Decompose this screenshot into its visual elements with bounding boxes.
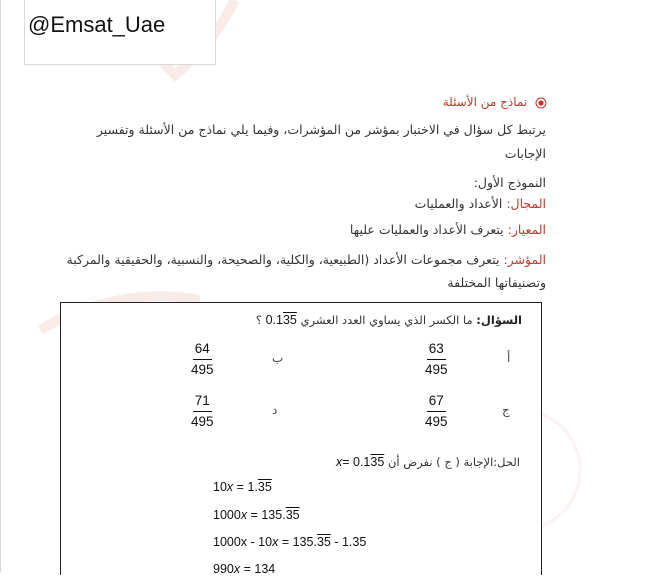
step-4: 990x = 134 (213, 562, 276, 576)
standard-value: يتعرف الأعداد والعمليات عليها (349, 222, 504, 237)
option-c-letter: ج (502, 403, 510, 417)
intro-paragraph: يرتبط كل سؤال في الاختبار بمؤشر من المؤشرات، وفيما يلي نماذج من الأسئلة وتفسير الإجابات (96, 122, 546, 161)
indicator-value: يتعرف مجموعات الأعداد (الطبيعية، والكلية، والصحيحة، والنسبية، والحقيقية والمركبة وتصنيفاتها المختلفة (66, 252, 546, 290)
option-d-denominator: 495 (191, 414, 214, 429)
option-d-fraction[interactable] (191, 393, 214, 430)
option-b-letter: ب (272, 351, 284, 365)
option-c-denominator: 495 (425, 414, 448, 429)
step-2: 1000x = 135.35 (213, 508, 300, 522)
domain-value: الأعداد والعمليات (414, 196, 503, 211)
option-a-fraction[interactable] (425, 341, 448, 378)
step-1: 10x = 1.35 (213, 480, 272, 494)
channel-handle: @Emsat_Uae (28, 12, 166, 37)
question-label: السؤال: (476, 313, 522, 327)
indicator-label: المؤشر: (503, 252, 546, 267)
target-icon (535, 97, 547, 109)
option-d-letter: د (272, 403, 278, 417)
model-title (66, 175, 546, 190)
option-b-denominator: 495 (191, 362, 214, 377)
question-box (60, 302, 542, 575)
indicator-line (66, 248, 546, 294)
page-edge (0, 0, 1, 572)
option-a-letter: أ (507, 351, 511, 365)
step-3: 1000x - 10x = 135.35 - 1.35 (213, 535, 367, 549)
option-b-numerator: 64 (193, 341, 212, 360)
option-b-fraction[interactable] (191, 341, 214, 378)
solution-label: الحل: (493, 455, 520, 469)
solution-equation: x= 0.135 (335, 455, 385, 469)
option-a-denominator: 495 (425, 362, 448, 377)
option-c-numerator: 67 (427, 393, 446, 412)
option-a-numerator: 63 (427, 341, 446, 360)
question-text: ما الكسر الذي يساوي العدد العشري (300, 313, 473, 327)
section-title-text: نماذج من الأسئلة (442, 95, 528, 109)
handle-box (24, 0, 216, 65)
solution-text: الإجابة ( ج ) نفرض أن (387, 455, 494, 469)
standard-label: المعيار: (507, 222, 546, 237)
question-line (62, 313, 522, 327)
option-d-numerator: 71 (193, 393, 212, 412)
option-c-fraction[interactable] (425, 393, 448, 430)
model-title-text: النموذج الأول: (473, 175, 546, 190)
domain-label: المجال: (506, 196, 546, 211)
standard-line (66, 222, 546, 237)
question-decimal: 0.135 (265, 313, 297, 327)
domain-line (66, 196, 546, 211)
solution-line (80, 455, 520, 469)
section-title (247, 95, 547, 109)
question-mark: ؟ (255, 313, 262, 327)
